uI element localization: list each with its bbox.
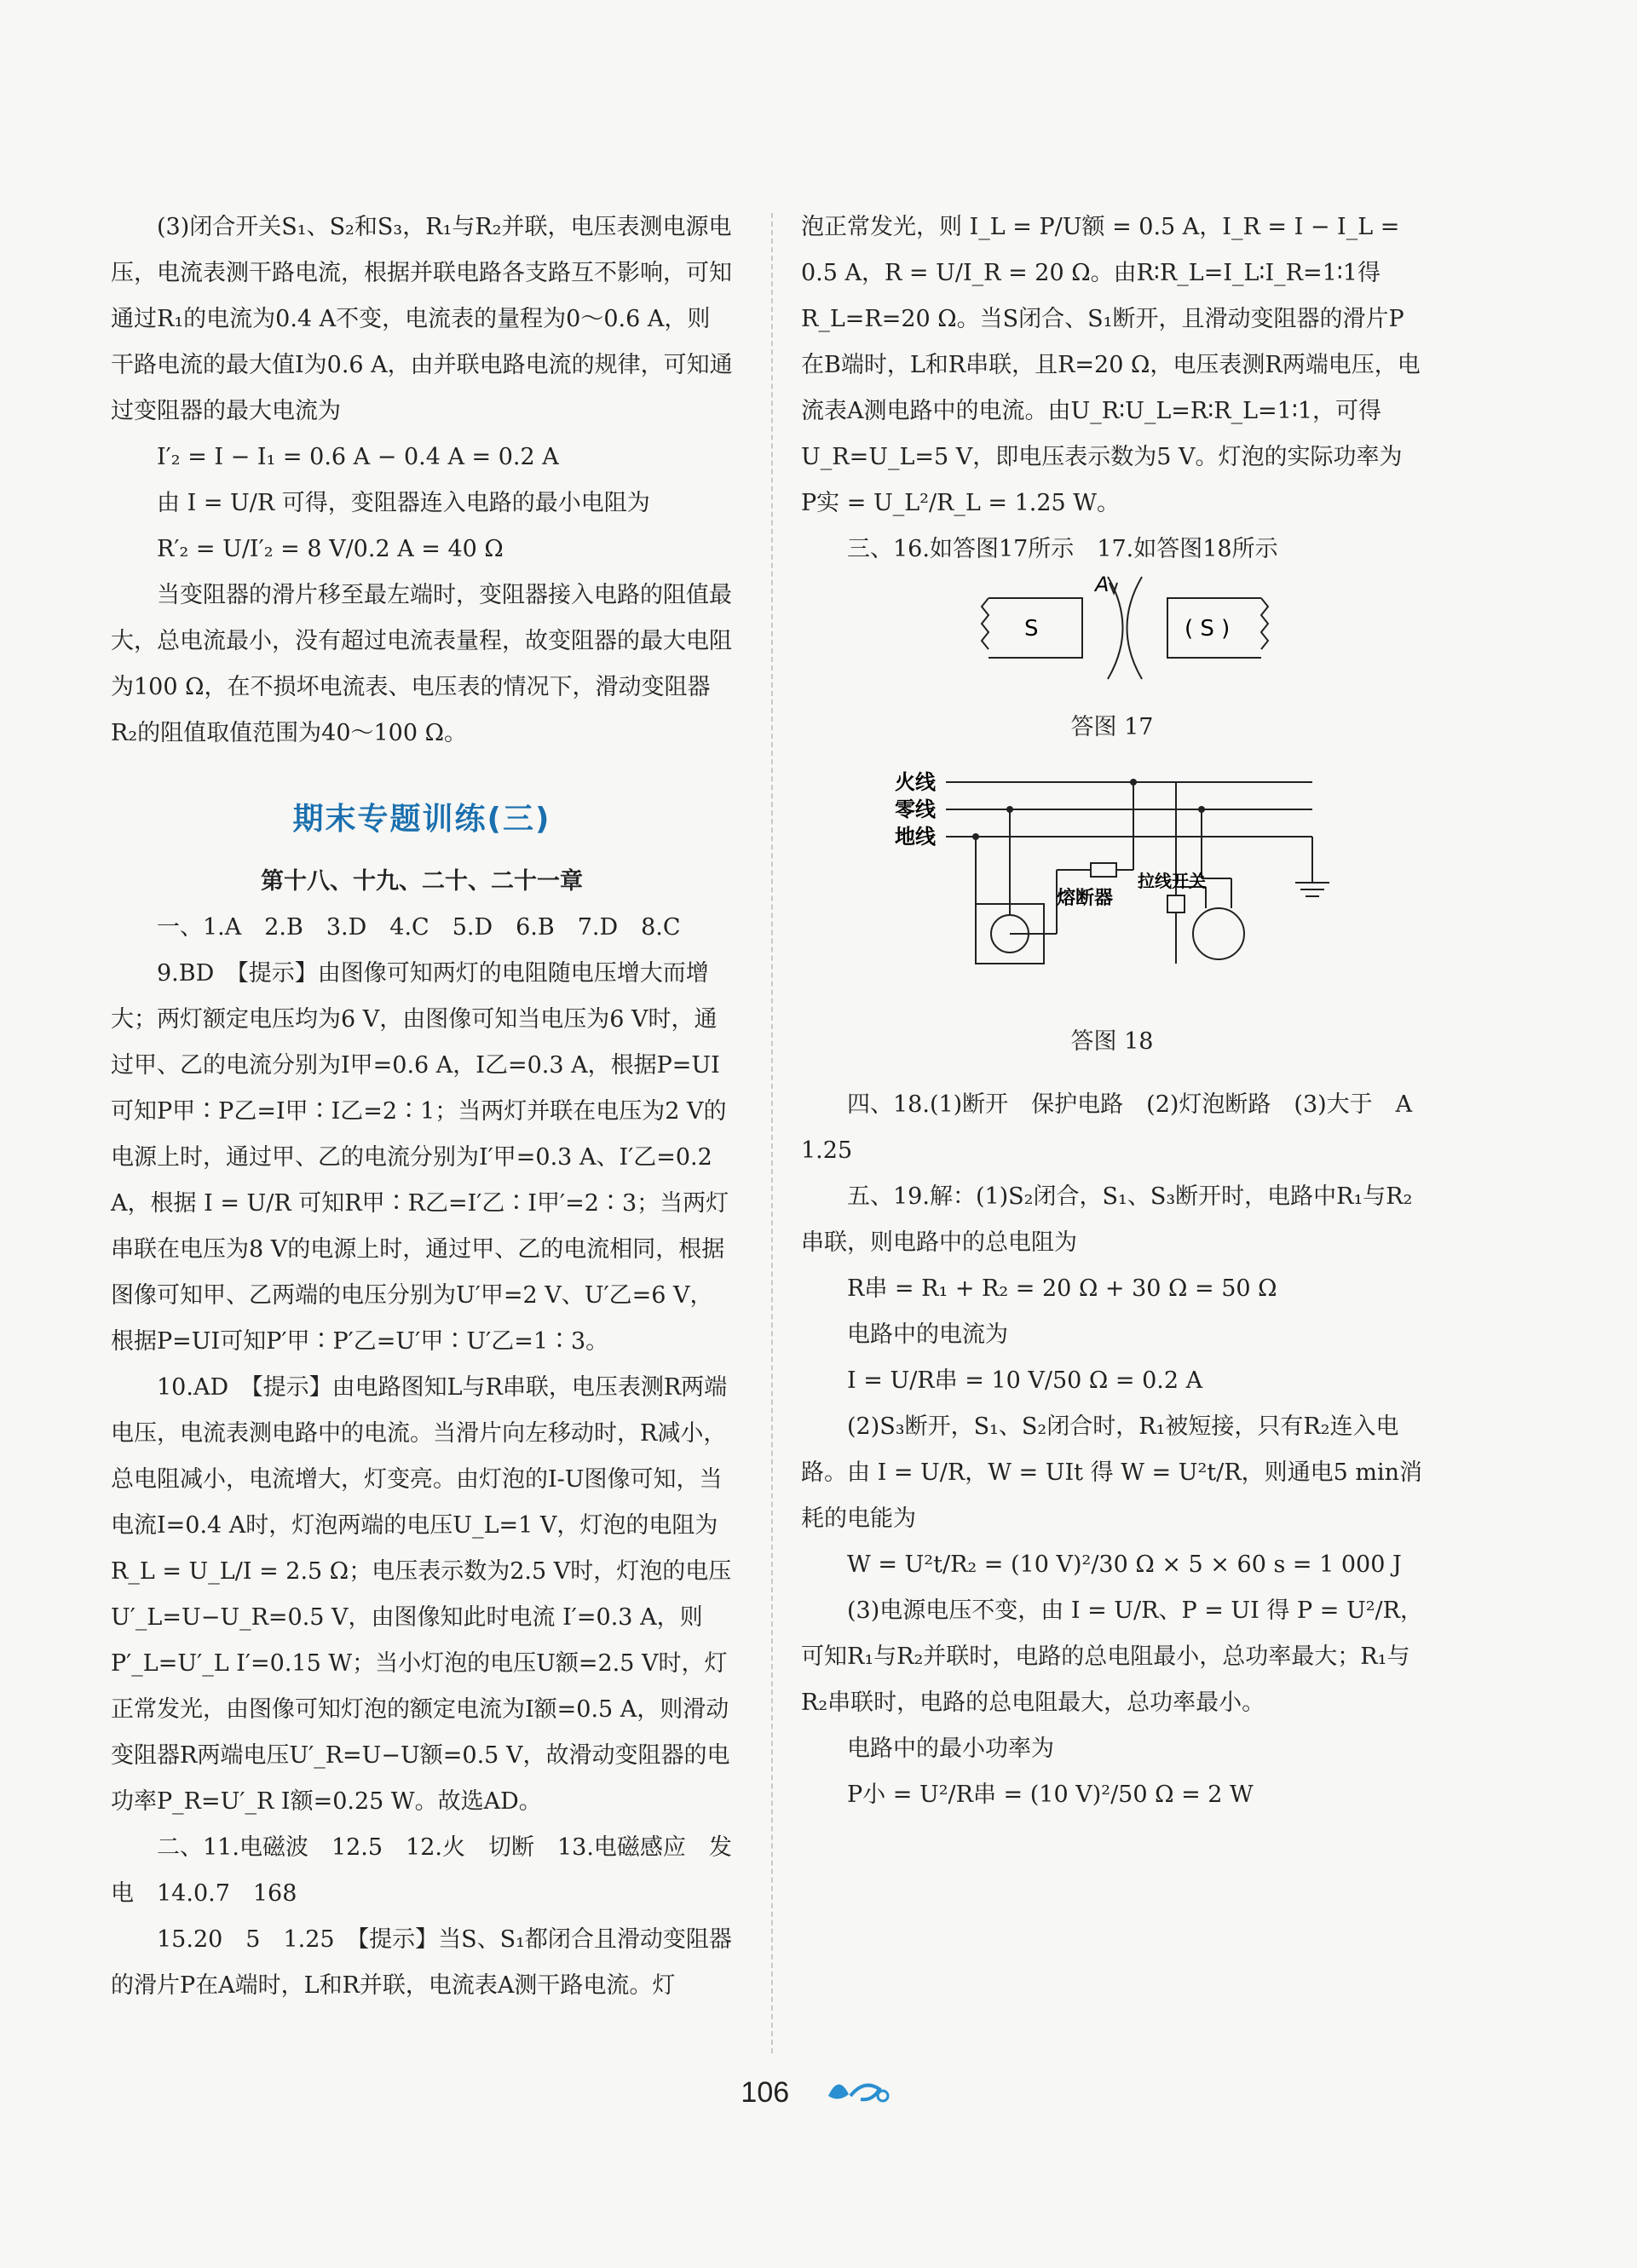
label-s-right: ( S ) [1185, 616, 1231, 642]
answer-q18: 四、18.(1)断开 保护电路 (2)灯泡断路 (3)大于 A 1.25 [801, 1091, 1436, 1164]
publisher-logo-icon [820, 2070, 896, 2115]
pull-switch-icon [1167, 895, 1185, 912]
column-divider [771, 213, 773, 2053]
paragraph: 由 I = U/R 可得，变阻器连入电路的最小电阻为 [157, 490, 650, 516]
page-footer [0, 2070, 1637, 2115]
page-number: 106 [741, 2076, 790, 2109]
figure-18-circuit [801, 768, 1423, 998]
answer-fill-in: 二、11.电磁波 12.5 12.火 切断 13.电磁感应 发电 14.0.7 168 [111, 1834, 732, 1907]
equation: R′₂ = U/I′₂ = 8 V/0.2 A = 40 Ω [157, 536, 504, 562]
equation: P小 = U²/R串 = (10 V)²/50 Ω = 2 W [847, 1782, 1254, 1808]
light-bulb-icon [1193, 908, 1244, 959]
equation: I′₂ = I − I₁ = 0.6 A − 0.4 A = 0.2 A [157, 444, 559, 470]
figure-18-caption: 答图 18 [1070, 1028, 1154, 1055]
answer-figures: 三、16.如答图17所示 17.如答图18所示 [847, 536, 1278, 562]
fuse-icon [1091, 863, 1116, 877]
left-column [111, 204, 733, 2009]
paragraph: 电路中的电流为 [847, 1321, 1008, 1348]
answer-q9: 9.BD 【提示】由图像可知两灯的电阻随电压增大而增大；两灯额定电压均为6 V，由图像可知当电压为6 V时，通过甲、乙的电流分别为I甲=0.6 A，I乙=0.3 A，根据P=UI可知P甲∶P乙=I甲∶I乙=2∶1；当两灯并联在电压为2 V的电源上时，通过甲、乙的电流分别为I′甲=0.3 A、I′乙=0.2 A，根据 I = U/R 可知R甲∶R乙=I′乙∶I甲′=2∶3；当两灯串联在电压为8 V的电源上时，通过甲、乙的电流相同，根据图像可知甲、乙两端的电压分别为U′甲=2 V、U′乙=6 V，根据P=UI可知P′甲∶P′乙=U′甲∶U′乙=1∶3。 [111, 960, 729, 1355]
label-pull-switch: 拉线开关 [1138, 871, 1206, 891]
answer-choices: 一、1.A 2.B 3.D 4.C 5.D 6.B 7.D 8.C [157, 914, 681, 941]
figure-17-magnets [801, 573, 1423, 683]
section-subtitle: 第十八、十九、二十、二十一章 [261, 868, 583, 895]
figure-17-caption: 答图 17 [1070, 714, 1154, 740]
paragraph: 泡正常发光，则 I_L = P/U额 = 0.5 A，I_R = I − I_L = 0.5 A，R = U/I_R = 20 Ω。由R∶R_L=I_L∶I_R=1∶1得R_L=R=20 Ω。当S闭合、S₁断开，且滑动变阻器的滑片P在B端时，L和R串联，且R=20 Ω，电压表测R两端电压，电流表A测电路中的电流。由U_R∶U_L=R∶R_L=1∶1，可得U_R=U_L=5 V，即电压表示数为5 V。灯泡的实际功率为 P实 = U_L²/R_L = 1.25 W。 [801, 214, 1421, 516]
label-s-left: S [1024, 616, 1039, 642]
paragraph: (3)电源电压不变，由 I = U/R、P = UI 得 P = U²/R，可知R₁与R₂并联时，电路的总电阻最小，总功率最大；R₁与R₂串联时，电路的总电阻最大，总功率最小。 [801, 1597, 1423, 1716]
label-a: A [1095, 573, 1110, 596]
answer-q10: 10.AD 【提示】由电路图知L与R串联，电压表测R两端电压，电流表测电路中的电流。当滑片向左移动时，R减小，总电阻减小，电流增大，灯变亮。由灯泡的I-U图像可知，当电流I=0.4 A时，灯泡两端的电压U_L=1 V，灯泡的电阻为 R_L = U_L/I = 2.5 Ω；电压表示数为2.5 V时，灯泡的电压U′_L=U−U_R=0.5 V，由图像知此时电流 I′=0.3 A，则P′_L=U′_L I′=0.15 W；当小灯泡的电压U额=2.5 V时，灯正常发光，由图像可知灯泡的额定电流为I额=0.5 A，则滑动变阻器R两端电压U′_R=U−U额=0.5 V，故滑动变阻器的电功率P_R=U′_R I额=0.25 W。故选AD。 [111, 1374, 732, 1815]
label-fuse: 熔断器 [1057, 888, 1114, 909]
paragraph: (3)闭合开关S₁、S₂和S₃，R₁与R₂并联，电压表测电源电压，电流表测干路电流，根据并联电路各支路互不影响，可知通过R₁的电流为0.4 A不变，电流表的量程为0～0.6 A，则干路电流的最大值I为0.6 A，由并联电路电流的规律，可知通过变阻器的最大电流为 [111, 214, 733, 424]
label-neutral-wire: 零线 [895, 797, 936, 821]
section-title: 期末专题训练(三) [292, 802, 551, 837]
paragraph: (2)S₃断开，S₁、S₂闭合时，R₁被短接，只有R₂连入电路。由 I = U/R，W = UIt 得 W = U²t/R，则通电5 min消耗的电能为 [801, 1413, 1422, 1532]
answer-q19: 五、19.解：(1)S₂闭合，S₁、S₃断开时，电路中R₁与R₂串联，则电路中的总电阻为 [801, 1183, 1413, 1256]
equation: I = U/R串 = 10 V/50 Ω = 0.2 A [847, 1367, 1203, 1394]
equation: W = U²t/R₂ = (10 V)²/30 Ω × 5 × 60 s = 1 000 J [847, 1551, 1402, 1578]
answer-q15: 15.20 5 1.25 【提示】当S、S₁都闭合且滑动变阻器的滑片P在A端时，L和R并联，电流表A测干路电流。灯 [111, 1926, 732, 1999]
paragraph: 当变阻器的滑片移至最左端时，变阻器接入电路的阻值最大，总电流最小，没有超过电流表量程，故变阻器的最大电阻为100 Ω，在不损坏电流表、电压表的情况下，滑动变阻器R₂的阻值取值范围为40～100 Ω。 [111, 582, 732, 746]
label-ground-wire: 地线 [895, 825, 936, 849]
label-live-wire: 火线 [895, 770, 936, 794]
paragraph: 电路中的最小功率为 [847, 1736, 1054, 1762]
equation: R串 = R₁ + R₂ = 20 Ω + 30 Ω = 50 Ω [847, 1275, 1277, 1302]
right-column [801, 204, 1436, 1818]
